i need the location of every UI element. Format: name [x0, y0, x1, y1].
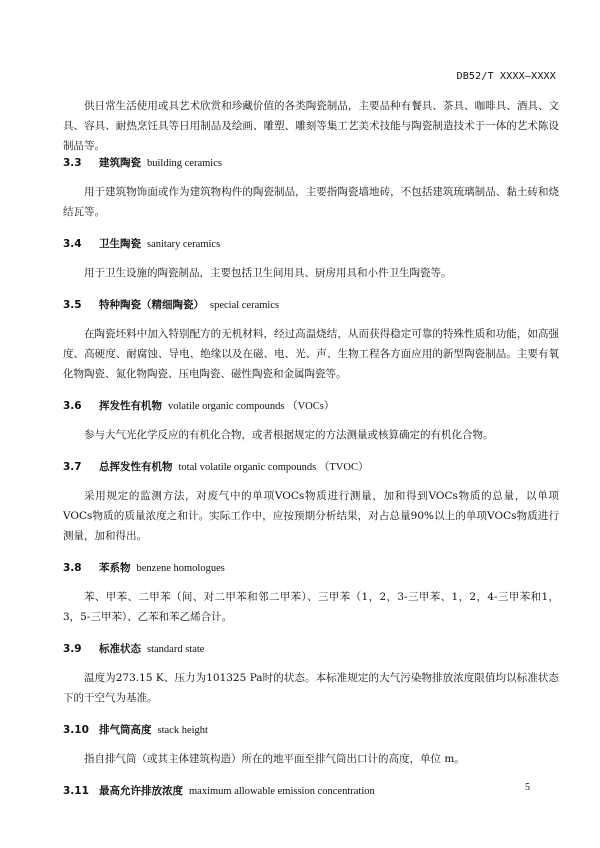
- term-en: standard state: [147, 644, 205, 655]
- term-heading: [63, 298, 559, 313]
- term-entry-3-8: [63, 561, 559, 627]
- term-zh: 苯系物: [99, 562, 131, 574]
- term-heading: [63, 156, 559, 171]
- term-number: 3.7: [63, 461, 82, 473]
- term-entry-3-7: [63, 460, 559, 546]
- term-zh: 排气筒高度: [99, 724, 152, 736]
- term-heading: [63, 399, 559, 414]
- term-en: total volatile organic compounds （TVOC）: [178, 462, 369, 473]
- intro-paragraph: 供日常生活使用或具艺术欣赏和珍藏价值的各类陶瓷制品，主要品种有餐具、茶具、咖啡具、酒具、文具、容具、耐热烹饪具等日用制品及绘画、雕塑、雕刻等集工艺美术技能与陶瓷制造技术于一体的艺术陈设制品等。: [63, 100, 559, 152]
- term-entry-3-9: [63, 642, 559, 708]
- term-heading: [63, 237, 559, 252]
- term-zh: 总挥发性有机物: [99, 461, 173, 473]
- term-en: stack height: [157, 725, 208, 736]
- term-zh: 建筑陶瓷: [99, 157, 141, 169]
- term-heading: [63, 642, 559, 657]
- term-definition: 指自排气筒（或其主体建筑构造）所在的地平面至排气筒出口计的高度，单位 m。: [84, 753, 465, 765]
- doc-number-header: DB52/T XXXX—XXXX: [456, 71, 556, 82]
- term-zh: 卫生陶瓷: [99, 238, 141, 250]
- term-zh: 挥发性有机物: [99, 400, 162, 412]
- term-definition: 温度为273.15 K、压力为101325 Pa时的状态。本标准规定的大气污染物排放浓度限值均以标准状态下的干空气为基准。: [63, 672, 559, 704]
- term-definition: 采用规定的监测方法，对废气中的单项VOCs物质进行测量，加和得到VOCs物质的总量，以单项VOCs物质的质量浓度之和计。实际工作中，应按预期分析结果，对占总量90%以上的单项VOCs物质进行测量，加和得出。: [63, 490, 559, 542]
- term-number: 3.9: [63, 643, 82, 655]
- term-entry-3-5: [63, 298, 559, 384]
- term-en: building ceramics: [147, 158, 222, 169]
- term-number: 3.5: [63, 299, 82, 311]
- term-entry-3-3: [63, 156, 559, 222]
- term-entry-3-11: [63, 784, 559, 799]
- term-zh: 最高允许排放浓度: [99, 785, 183, 797]
- term-zh: 特种陶瓷（精细陶瓷）: [99, 299, 204, 311]
- term-zh: 标准状态: [99, 643, 141, 655]
- term-definition: 用于建筑物饰面或作为建筑物构件的陶瓷制品，主要指陶瓷墙地砖，不包括建筑琉璃制品、黏土砖和烧结瓦等。: [63, 186, 559, 218]
- term-heading: [63, 723, 559, 738]
- term-number: 3.11: [63, 785, 89, 797]
- term-number: 3.6: [63, 400, 82, 412]
- term-definition: 用于卫生设施的陶瓷制品，主要包括卫生间用具、厨房用具和小件卫生陶瓷等。: [84, 267, 452, 279]
- term-en: special ceramics: [210, 300, 280, 311]
- term-definition: 参与大气光化学反应的有机化合物，或者根据规定的方法测量或核算确定的有机化合物。: [84, 429, 494, 441]
- term-heading: [63, 784, 559, 799]
- term-definition: 在陶瓷坯料中加入特别配方的无机材料，经过高温烧结，从而获得稳定可靠的特殊性质和功能，如高强度、高硬度、耐腐蚀、导电、绝缘以及在磁、电、光、声、生物工程各方面应用的新型陶瓷制品。主要有氧化物陶瓷、氮化物陶瓷、压电陶瓷、磁性陶瓷和金属陶瓷等。: [63, 328, 559, 380]
- term-en: sanitary ceramics: [147, 239, 221, 250]
- term-number: 3.3: [63, 157, 82, 169]
- term-definition: 苯、甲苯、二甲苯（间、对二甲苯和邻二甲苯）、三甲苯（1，2，3-三甲苯、1，2，4-三甲苯和1，3，5-三甲苯）、乙苯和苯乙烯合计。: [63, 591, 559, 623]
- term-number: 3.10: [63, 724, 89, 736]
- term-number: 3.4: [63, 238, 82, 250]
- term-heading: [63, 460, 559, 475]
- content-body: [63, 96, 559, 814]
- term-en: volatile organic compounds （VOCs）: [168, 401, 335, 412]
- term-en: benzene homologues: [136, 563, 225, 574]
- term-en: maximum allowable emission concentration: [189, 786, 375, 797]
- term-entry-3-10: [63, 723, 559, 769]
- term-heading: [63, 561, 559, 576]
- term-entry-3-6: [63, 399, 559, 445]
- term-entry-3-4: [63, 237, 559, 283]
- page-number: 5: [525, 782, 530, 793]
- term-number: 3.8: [63, 562, 82, 574]
